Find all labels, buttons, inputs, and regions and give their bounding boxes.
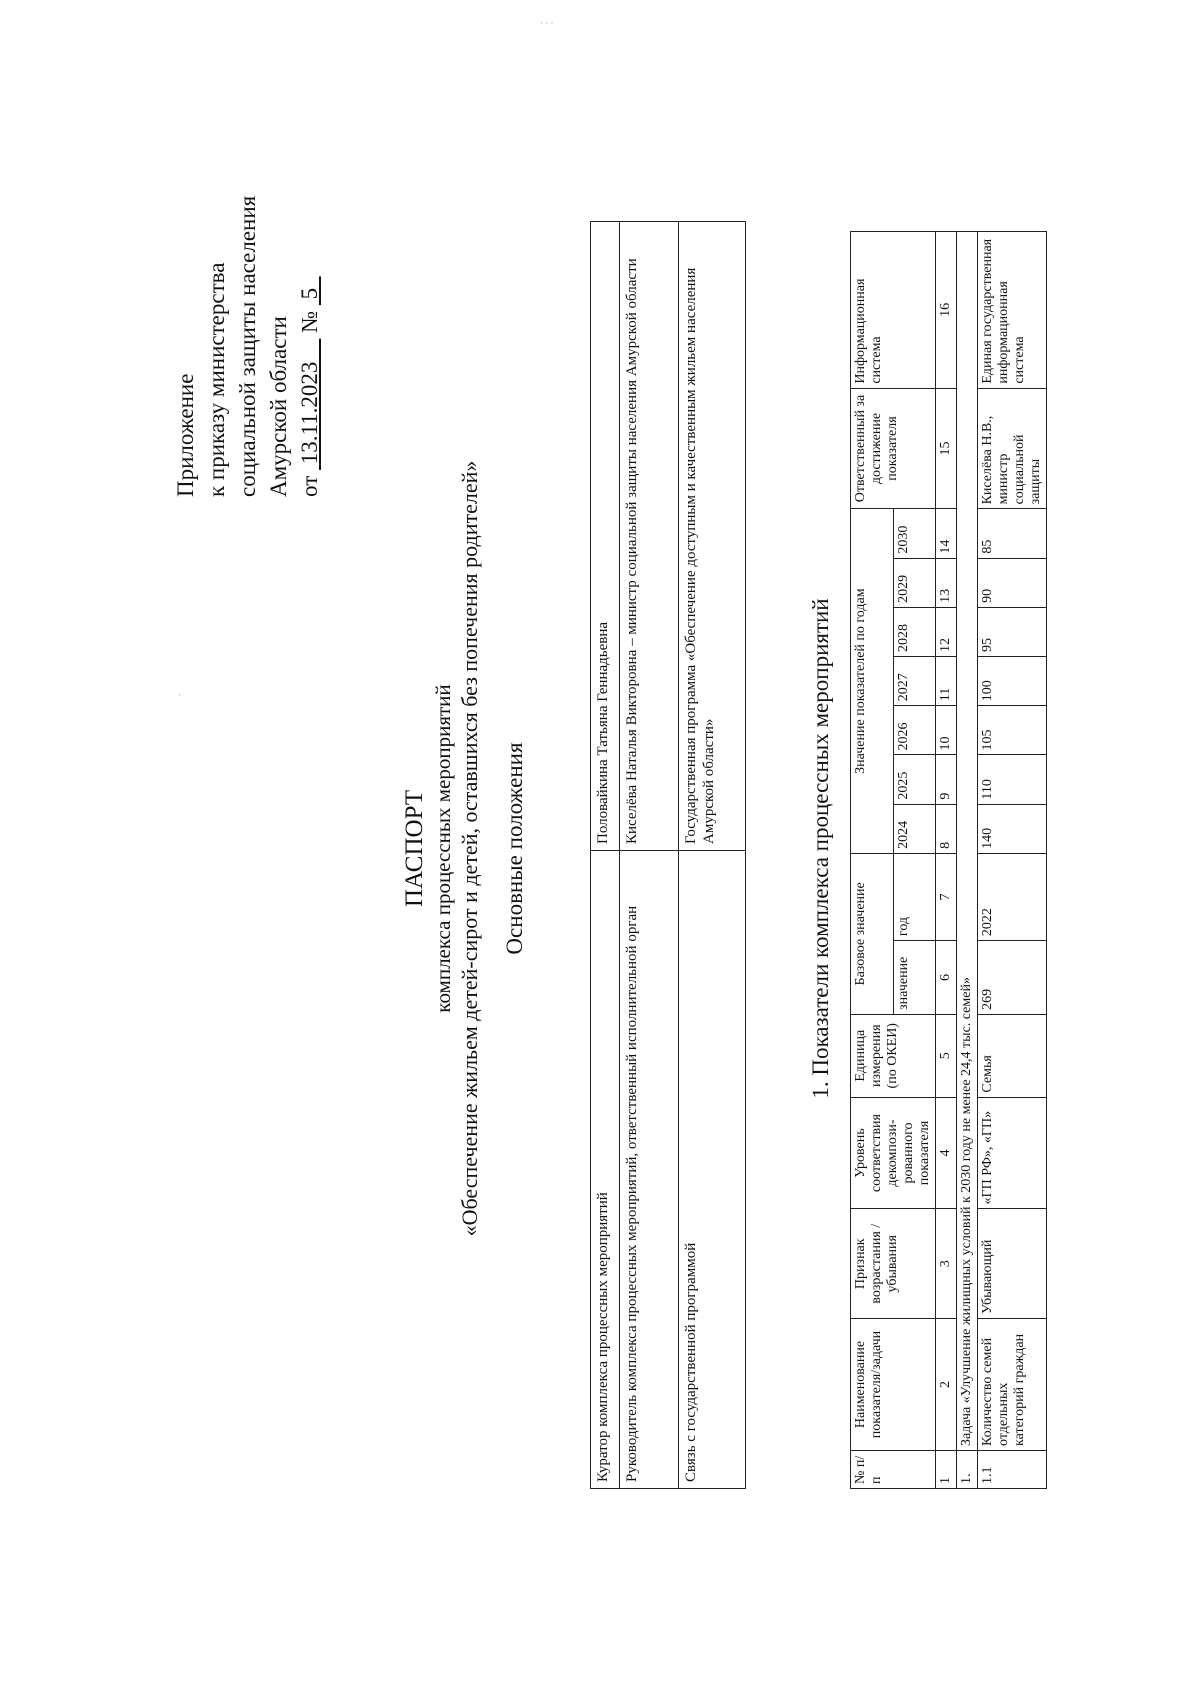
column-number-row <box>936 232 957 1489</box>
row-value: Государственная программа «Обеспечение доступным и качественным жильем населения Амурской области» <box>679 222 746 851</box>
indicators-title: 1. Показатели комплекса процессных мероприятий <box>808 598 833 1099</box>
appendix-line: Амурской области <box>266 316 291 497</box>
cell-year-value: 105 <box>978 706 1047 755</box>
title-block <box>400 0 530 1697</box>
appendix-number: 5 <box>297 287 322 300</box>
header-row <box>851 232 894 1489</box>
table-row <box>591 222 620 1489</box>
col-header-info-system: Информационная система <box>851 232 936 389</box>
row-label: Куратор комплекса процессных мероприятий <box>591 851 620 1489</box>
appendix-date-prefix: от <box>297 475 322 497</box>
col-header-base-value: значение <box>893 941 936 1015</box>
cell-year-value: 110 <box>978 755 1047 804</box>
col-header-level: Уровень соответствия декомпози-рованного показателя <box>851 1097 936 1209</box>
col-header-year: 2027 <box>893 657 936 706</box>
cell-year-value: 95 <box>978 607 1047 656</box>
column-number: 16 <box>936 232 957 389</box>
column-number: 13 <box>936 558 957 607</box>
doc-title: ПАСПОРТ <box>401 789 428 908</box>
appendix-date-line <box>294 196 325 497</box>
appendix-line: социальной защиты населения <box>235 195 260 497</box>
appendix-line: к приказу министерства <box>204 262 229 497</box>
appendix-line: Приложение <box>173 373 198 497</box>
col-header-year: 2024 <box>893 804 936 853</box>
col-header-name: Наименование показателя/задачи <box>851 1319 936 1451</box>
cell-base-value: 269 <box>978 941 1047 1015</box>
column-number: 14 <box>936 509 957 558</box>
col-header-year: 2025 <box>893 755 936 804</box>
cell-base-year: 2022 <box>978 853 1047 940</box>
scan-noise: · · · <box>540 18 554 28</box>
column-number: 15 <box>936 388 957 509</box>
cell-year-value: 100 <box>978 657 1047 706</box>
indicators-table <box>850 231 1047 1489</box>
row-value: Половайкина Татьяна Геннадьевна <box>591 222 620 851</box>
col-header-sign: Признак возрастания / убывания <box>851 1209 936 1319</box>
task-number: 1. <box>957 1450 978 1488</box>
row-value: Киселёва Наталья Викторовна – министр социальной защиты населения Амурской области <box>620 222 679 851</box>
cell-sign: Убывающий <box>978 1209 1047 1319</box>
col-header-years: Значение показателей по годам <box>851 509 894 853</box>
column-number: 9 <box>936 755 957 804</box>
row-label: Руководитель комплекса процессных мероприятий, ответственный исполнительной орган <box>620 851 679 1489</box>
cell-info-system: Единая государственная информационная система <box>978 232 1047 389</box>
column-number: 5 <box>936 1014 957 1097</box>
column-number: 6 <box>936 941 957 1015</box>
scan-noise: · <box>178 690 181 700</box>
col-header-num: № п/ п <box>851 1450 936 1488</box>
doc-program-name: «Обеспечение жильем детей-сирот и детей, оставшихся без попечения родителей» <box>457 460 482 1237</box>
cell-year-value: 90 <box>978 558 1047 607</box>
appendix-date: 13.11.2023 <box>297 361 322 465</box>
task-text: Задача «Улучшение жилищных условий к 2030 году не менее 24,4 тыс. семей» <box>957 232 978 1451</box>
appendix-number-label: № <box>297 310 322 333</box>
column-number: 8 <box>936 804 957 853</box>
column-number: 12 <box>936 607 957 656</box>
cell-year-value: 85 <box>978 509 1047 558</box>
table-row <box>620 222 679 1489</box>
doc-subtitle: комплекса процессных мероприятий <box>431 684 455 1013</box>
cell-year-value: 140 <box>978 804 1047 853</box>
column-number: 2 <box>936 1319 957 1451</box>
column-number: 10 <box>936 706 957 755</box>
column-number: 3 <box>936 1209 957 1319</box>
col-header-base: Базовое значение <box>851 853 894 1014</box>
col-header-year: 2029 <box>893 558 936 607</box>
table-row <box>978 232 1047 1489</box>
section-title: Основные положения <box>502 742 527 955</box>
column-number: 7 <box>936 853 957 940</box>
column-number: 11 <box>936 657 957 706</box>
col-header-responsible: Ответственный за достижение показателя <box>851 388 936 509</box>
column-number: 1 <box>936 1450 957 1488</box>
cell-num: 1.1 <box>978 1450 1047 1488</box>
task-row <box>957 232 978 1489</box>
basic-provisions-table <box>590 221 746 1489</box>
row-label: Связь с государственной программой <box>679 851 746 1489</box>
table-row <box>679 222 746 1489</box>
col-header-base-year: год <box>893 853 936 940</box>
col-header-year: 2028 <box>893 607 936 656</box>
column-number: 4 <box>936 1097 957 1209</box>
col-header-year: 2026 <box>893 706 936 755</box>
col-header-unit: Единица измерения (по ОКЕИ) <box>851 1014 936 1097</box>
cell-responsible: Киселёва Н.В., министр социальной защиты <box>978 388 1047 509</box>
appendix-block <box>170 196 325 497</box>
col-header-year: 2030 <box>893 509 936 558</box>
cell-name: Количество семей отдельных категорий граждан <box>978 1319 1047 1451</box>
cell-unit: Семья <box>978 1014 1047 1097</box>
cell-level: «ГП РФ», «ГП» <box>978 1097 1047 1209</box>
